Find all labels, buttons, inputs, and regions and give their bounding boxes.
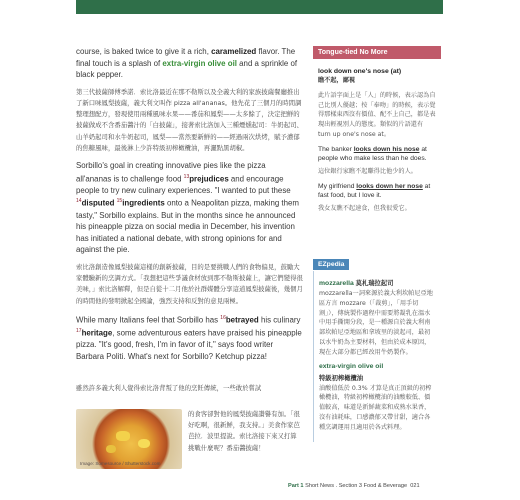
ezpedia-header: EZpedia [313, 259, 349, 270]
paragraph-zh-1: 第三代披薩師傅季諾．索比洛最近在那不勒斯以及全義大利的家族披薩餐廳推出了新口味鳳梨披薩，義大利文叫作 pizza all'ananas。他先花了三個月的時間調整理想配方，發現使用兩種風味水果——番茄和鳳梨——太多餘了，決定把鮮的披薩做成不含番茄醬汁的「白披薩」，接著索比洛加入三種煙燻起司：牛奶起司、山羊奶起司和水牛奶起司，鳳梨——當然要新鮮的——經過兩次烘烤，賦予濃郁的焦糖風味，最後淋上少許特級初榨橄欖油，再灑點黑胡椒。 [76, 87, 303, 152]
tongue-tied-header: Tongue-tied No More [313, 46, 441, 59]
paragraph-zh-2: 索比洛創造像鳳梨披薩這樣的創新披薩，目的是要挑戰人們的食物偏見，鼓勵大家體驗新的烹調方式。「我想把這些爭議食材放到那不勒斯披薩上，讓它們變得很美味，」索比洛解釋，但是自從十二月他於社群媒體分享這道鳳梨披薩後，幾個月的時間他的發明掀起全國論，強烈支持和反對的意見兩極。 [76, 263, 303, 305]
paragraph-en-1: course, is baked twice to give it a rich, caramelized flavor. The final touch is a splash of extra-virgin olive oil and a sprinkle of black pepper. [76, 47, 298, 80]
ezpedia-term-2: extra-virgin olive oil [319, 362, 384, 370]
paragraph-zh-3: 的食客卻對他的鳳梨披薩讚譽有加。「很好吃啊，很新鮮，我支持。」美食作家芭芭拉．波里提說。索比洛接下來又打算挑戰什麼呢？番茄醬披薩！ [188, 410, 300, 452]
ezpedia-desc-1: mozzarella一詞來源於義大利坎帕尼亞地區方言 mozzare（「裁剪」，「用手切割」），傳統製作過程中需要將凝乳在溫水中用手撕開分段，是一種源自於義大利南部坎帕尼亞地區和拿坡里的淡起司，最初以水牛奶為主要材料，但由於成本原因，現在大部分都已經改用牛奶製作。 [319, 290, 433, 356]
idiom-term-zh: 瞧不起，鄙視 [318, 77, 356, 84]
idiom-example-1: The banker looks down his nose at people who make less than he does. [318, 145, 427, 163]
page-number: 021 [410, 483, 420, 489]
idiom-example-2-zh: 我女友瞧不起速食，但我很愛它。 [318, 204, 411, 212]
idiom-example-1-zh: 這位銀行家瞧不起賺得比他少的人。 [318, 167, 417, 175]
paragraph-zh-3-first-line: 雖然許多義大利人覺得索比洛背叛了他的烹飪傳統，一些敢於嘗試 [76, 384, 262, 392]
paragraph-en-3: While many Italians feel that Sorbillo has $^{16}$betrayed his culinary $^{17}$heritage, some adventurous eaters have praised his pineapple pizza. "It's good, fresh, I'm in favor of it," says food writer Barbara Politi. What's next for Sorbillo? Ketchup pizza! [76, 314, 302, 361]
article-body [76, 46, 303, 368]
tongue-tied-sidebar [313, 46, 441, 224]
top-color-bar [76, 0, 443, 14]
idiom-description: 此片語字面上是「人」的時候，表示認為自己比別人優越；按「奉吻」的時候，表示覺得那樣東西沒有價值、配不上自己，都是表現出輕視別人的態度。類似的片語還有 turn up one's nose at。 [318, 91, 436, 138]
idiom-term: look down one's nose (at) [318, 68, 402, 75]
paragraph-en-2: Sorbillo's goal in creating innovative pies like the pizza all'ananas is to challenge food $^{13}$prejudices and encourage people to try new culinary experiences. "I wanted to put these $^{14}$disputed $^{15}$ingredients onto a Neapolitan pizza, making them tasty," Sorbillo explains. But in the months since he announced his pineapple pizza on social media in December, his invention has initiated a national debate, with strong opinions for and against the pie. [76, 161, 299, 255]
ezpedia-desc-2: 油酸值低於 0.3% 才算是真正頂級的初榨橄欖油，特級初榨橄欖油的油酸較低、價值較高，味道是新鮮蔬菜和成熟水果香，沒有油耗味，口感濃郁又帶甘甜，適合各種烹調運用且適用於各式料理。 [319, 384, 432, 431]
ezpedia-sidebar [313, 253, 441, 442]
pineapple-pizza-image [76, 409, 182, 469]
ezpedia-term-2-zh: 特級初榨橄欖油 [319, 374, 364, 382]
ezpedia-term-1: mozzarella 莫札瑞拉起司 [319, 280, 394, 287]
image-credit: Image: Somesource / Shutterstock.com [80, 461, 161, 466]
idiom-example-2: My girlfriend looks down her nose at fast food, but I love it. [318, 182, 431, 200]
page-footer: Part 1 Short News . Section 3 Food & Beverage 021 [288, 483, 420, 489]
